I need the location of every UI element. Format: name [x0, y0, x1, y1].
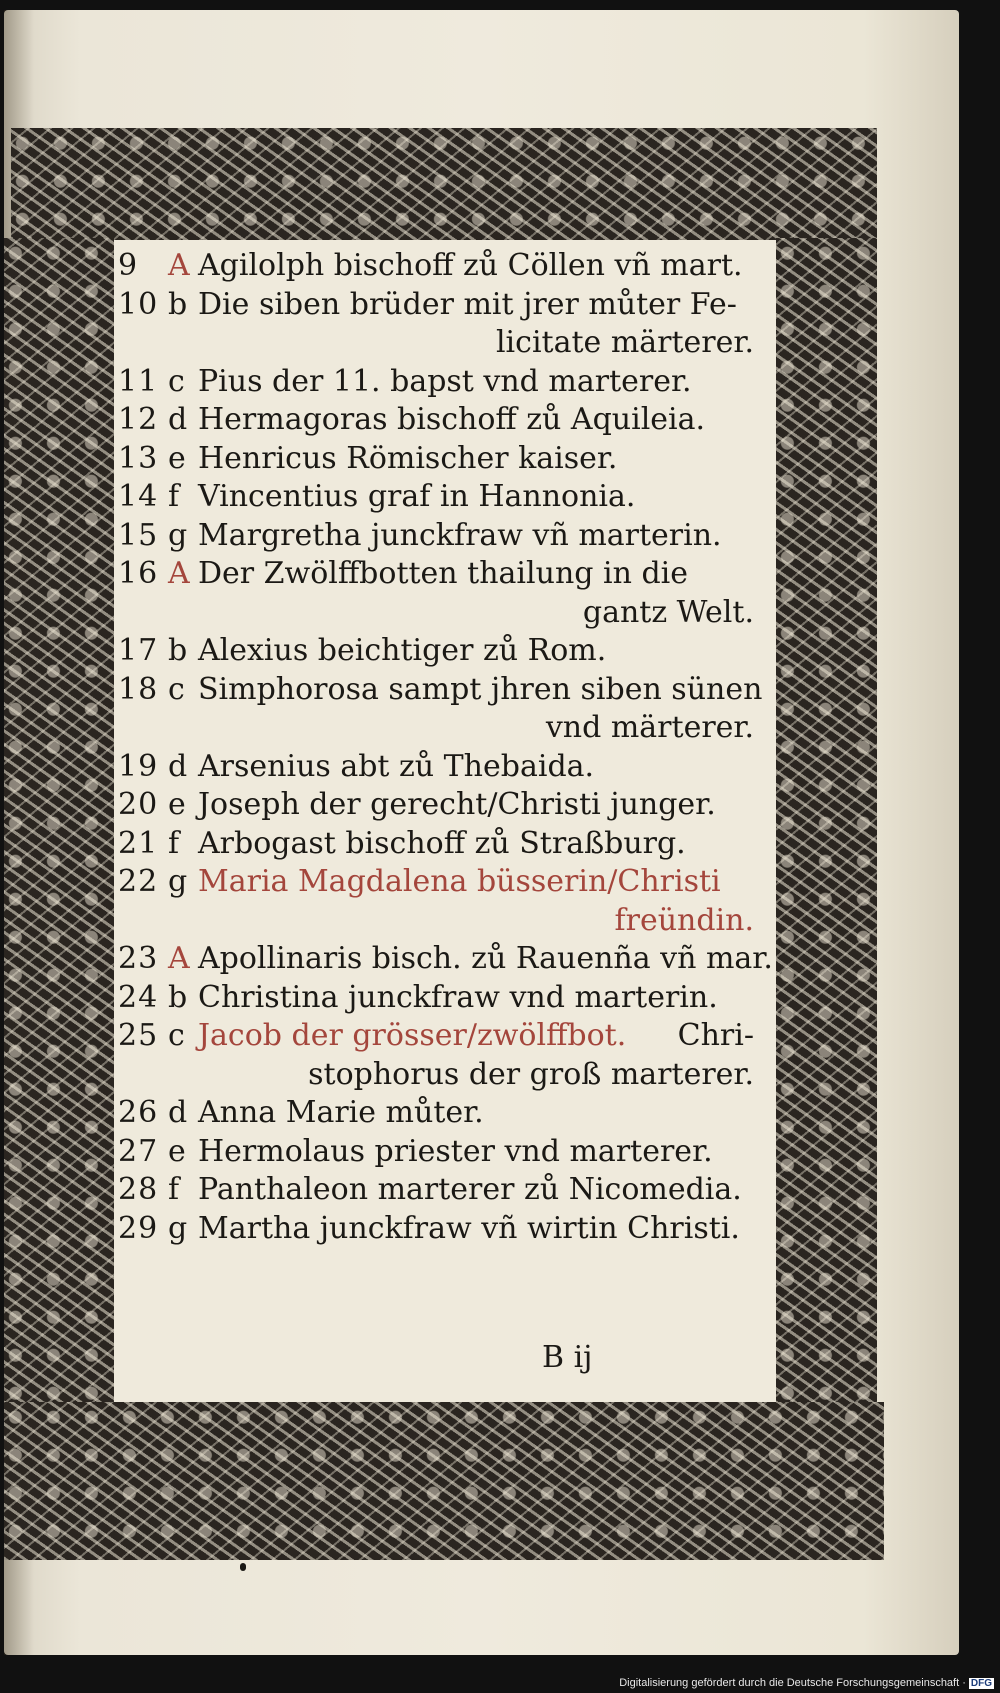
calendar-line	[114, 400, 776, 440]
ink-speck	[240, 1563, 246, 1571]
continuation-text: stophorus der groß marterer.	[308, 1056, 754, 1092]
day-number: 21	[118, 825, 159, 861]
calendar-line	[114, 901, 776, 941]
saint-entry: Jacob der grösser/zwölffbot.	[198, 1018, 627, 1053]
dominical-letter: d	[168, 402, 188, 437]
dfg-logo-icon: DFG	[970, 1678, 992, 1689]
dominical-letter: b	[168, 286, 188, 322]
day-number: 29	[118, 1210, 159, 1246]
calendar-line	[114, 1055, 776, 1095]
day-number: 28	[118, 1172, 159, 1207]
dominical-letter: A	[168, 941, 190, 976]
dominical-letter: c	[168, 1018, 185, 1053]
dominical-letter: f	[168, 825, 180, 861]
saint-entry: Joseph der gerecht/Christi junger.	[198, 787, 716, 822]
dominical-letter: d	[168, 748, 188, 784]
calendar-line	[114, 1170, 776, 1210]
calendar-line	[114, 824, 776, 864]
day-number: 11	[118, 363, 159, 399]
calendar-line	[114, 978, 776, 1018]
dominical-letter: c	[168, 363, 185, 399]
calendar-line	[114, 785, 776, 825]
calendar-line	[114, 323, 776, 363]
calendar-line	[114, 477, 776, 517]
dominical-letter: A	[168, 248, 190, 283]
calendar-line	[114, 285, 776, 325]
calendar-line	[114, 1132, 776, 1172]
saint-entry: Die siben brüder mit jrer můter Fe-	[198, 286, 737, 322]
calendar-line	[114, 670, 776, 710]
saint-entry: Simphorosa sampt jhren siben sünen	[198, 671, 763, 707]
continuation-text: vnd märterer.	[545, 710, 754, 745]
continuation-text: freündin.	[614, 902, 754, 938]
saint-entry: Margretha junckfraw vñ marterin.	[198, 517, 722, 553]
saint-entry: Christina junckfraw vnd marterin.	[198, 979, 718, 1015]
dominical-letter: e	[168, 440, 186, 476]
calendar-text-block	[114, 240, 776, 1402]
day-number: 26	[118, 1095, 159, 1130]
dominical-letter: b	[168, 979, 188, 1015]
woodcut-border-right	[776, 238, 877, 1404]
day-number: 23	[118, 941, 159, 976]
woodcut-border-bottom	[4, 1402, 884, 1560]
signature-mark: B ij	[542, 1340, 593, 1375]
saint-entry: Hermagoras bischoff zů Aquileia.	[198, 402, 706, 437]
saint-entry: Maria Magdalena büsserin/Christi	[198, 864, 721, 899]
calendar-line	[114, 708, 776, 748]
day-number: 15	[118, 517, 159, 553]
calendar-line	[114, 1093, 776, 1133]
day-number: 18	[118, 671, 159, 707]
saint-entry: Hermolaus priester vnd marterer.	[198, 1133, 713, 1169]
saint-entry: Alexius beichtiger zů Rom.	[198, 633, 607, 668]
dominical-letter: g	[168, 517, 188, 553]
calendar-line	[114, 593, 776, 633]
dominical-letter: e	[168, 787, 186, 822]
saint-entry: Der Zwölffbotten thailung in die	[198, 556, 689, 591]
continuation-text: Chri-	[677, 1018, 754, 1053]
saint-entry: Agilolph bischoff zů Cöllen vñ mart.	[198, 248, 743, 283]
calendar-line	[114, 631, 776, 671]
credit-text: Digitalisierung gefördert durch die Deutsche Forschungsgemeinschaft ·	[619, 1677, 966, 1689]
day-number: 25	[118, 1018, 159, 1053]
dominical-letter: f	[168, 1172, 180, 1207]
day-number: 16	[118, 556, 159, 591]
calendar-line	[114, 362, 776, 402]
calendar-line	[114, 516, 776, 556]
calendar-line	[114, 1016, 776, 1056]
day-number: 17	[118, 633, 159, 668]
saint-entry: Martha junckfraw vñ wirtin Christi.	[198, 1210, 740, 1246]
saint-entry: Anna Marie můter.	[198, 1095, 484, 1130]
calendar-line	[114, 862, 776, 902]
dominical-letter: g	[168, 1210, 188, 1246]
continuation-text: gantz Welt.	[582, 594, 754, 630]
dominical-letter: g	[168, 864, 188, 899]
day-number: 14	[118, 479, 159, 514]
calendar-line	[114, 747, 776, 787]
calendar-line	[114, 554, 776, 594]
saint-entry: Henricus Römischer kaiser.	[198, 440, 618, 476]
day-number: 24	[118, 979, 159, 1015]
dominical-letter: d	[168, 1095, 188, 1130]
dominical-letter: e	[168, 1133, 186, 1169]
day-number: 12	[118, 402, 159, 437]
day-number: 10	[118, 286, 159, 322]
woodcut-border-top	[11, 128, 877, 240]
day-number: 20	[118, 787, 159, 822]
saint-entry: Apollinaris bisch. zů Rauenña vñ mar.	[198, 941, 773, 976]
day-number: 9	[118, 248, 139, 283]
dominical-letter: A	[168, 556, 190, 591]
digitization-credit	[619, 1677, 994, 1689]
day-number: 19	[118, 748, 159, 784]
calendar-line	[114, 939, 776, 979]
saint-entry: Arbogast bischoff zů Straßburg.	[198, 825, 686, 861]
book-page	[4, 10, 959, 1655]
calendar-line	[114, 246, 776, 286]
calendar-line	[114, 1209, 776, 1249]
day-number: 27	[118, 1133, 159, 1169]
continuation-text: licitate märterer.	[495, 325, 754, 360]
dominical-letter: f	[168, 479, 180, 514]
dominical-letter: b	[168, 633, 188, 668]
woodcut-border-left	[4, 238, 114, 1404]
saint-entry: Arsenius abt zů Thebaida.	[198, 748, 595, 784]
day-number: 13	[118, 440, 159, 476]
saint-entry: Pius der 11. bapst vnd marterer.	[198, 363, 692, 399]
dominical-letter: c	[168, 671, 185, 707]
day-number: 22	[118, 864, 159, 899]
saint-entry: Vincentius graf in Hannonia.	[198, 479, 636, 514]
calendar-line	[114, 439, 776, 479]
saint-entry: Panthaleon marterer zů Nicomedia.	[198, 1172, 742, 1207]
